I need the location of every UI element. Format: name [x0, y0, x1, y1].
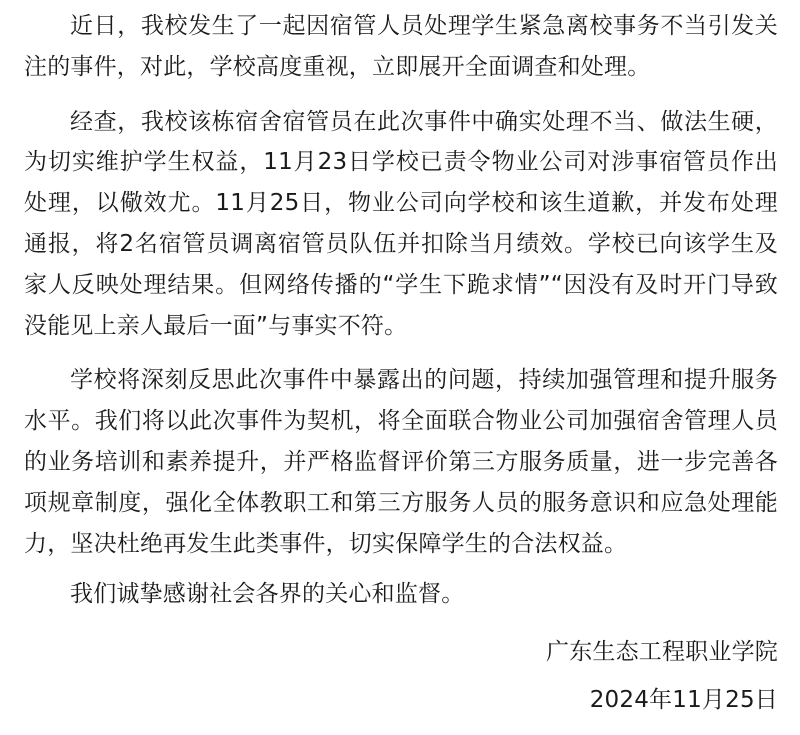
- paragraph-reflection: 学校将深刻反思此次事件中暴露出的问题，持续加强管理和提升服务水平。我们将以此次事件为契机，将全面联合物业公司加强宿舍管理人员的业务培训和素养提升，并严格监督评价第三方服务质量，进一步完善各项规章制度，强化全体教职工和第三方服务人员的服务意识和应急处理能力，坚决杜绝再发生此类事件，切实保障学生的合法权益。: [24, 367, 778, 557]
- paragraph-investigation: 经查，我校该栋宿舍宿管员在此次事件中确实处理不当、做法生硬，为切实维护学生权益，11月23日学校已责令物业公司对涉事宿管员作出处理，以儆效尤。11月25日，物业公司向学校和该生道歉，并发布处理通报，将2名宿管员调离宿管员队伍并扣除当月绩效。学校已向该学生及家人反映处理结果。但网络传播的“学生下跪求情”“因没有及时开门导致没能见上亲人最后一面”与事实不符。: [24, 108, 778, 339]
- paragraph-incident: 近日，我校发生了一起因宿管人员处理学生紧急离校事务不当引发关注的事件，对此，学校高度重视，立即展开全面调查和处理。: [24, 13, 778, 80]
- paragraph-thanks: 我们诚挚感谢社会各界的关心和监督。: [70, 581, 465, 608]
- signature-date: 2024年11月25日: [589, 687, 778, 713]
- signature-organization: 广东生态工程职业学院: [546, 639, 778, 665]
- signature-block: [546, 632, 778, 720]
